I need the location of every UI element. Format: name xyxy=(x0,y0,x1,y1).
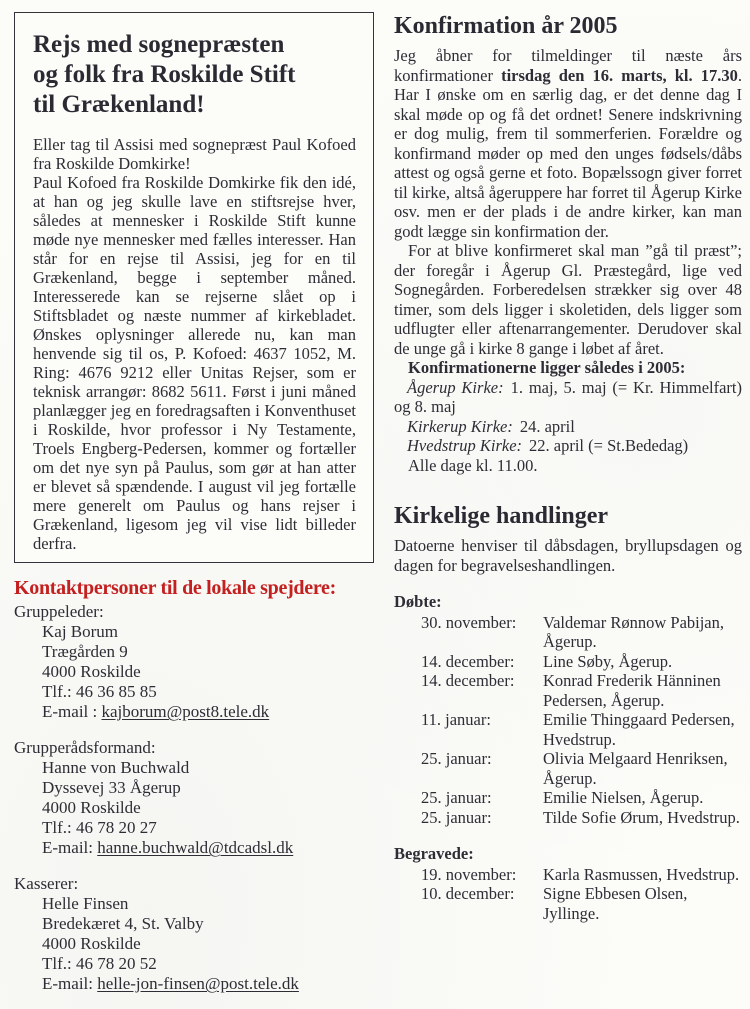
schedule-list xyxy=(394,378,742,456)
burial-name: Karla Rasmussen, Hvedstrup. xyxy=(543,864,740,884)
email-link[interactable]: hanne.buchwald@tdcadsl.dk xyxy=(97,838,294,857)
contact-email-line xyxy=(42,974,374,994)
burial-row xyxy=(421,865,742,885)
baptism-date: 30. november: xyxy=(421,612,517,632)
begravede-heading: Begravede: xyxy=(394,844,474,863)
burial-name: Signe Ebbesen Olsen, Jyllinge. xyxy=(543,884,688,923)
konfirmation-p1-after: . Har I ønske om en særlig dag, er det denne dag I skal møde op og få det ordnet! Senere indskrivning er dog mulig, frem til sommerferien. Forældre og konfirmand møder op med den unges fødsels/dåbs attest og også gerne et foto. Bopælssogn giver forret til kirke, altså ågeruppere har forret til Ågerup Kirke osv. men er der plads i de andre kirker, kan man godt lægge sin konfirmation der. xyxy=(394,65,743,241)
kirkelige-handlinger-section xyxy=(394,502,742,923)
contact-role: Kasserer: xyxy=(14,874,79,893)
baptism-row xyxy=(421,671,742,710)
contact-city: 4000 Roskilde xyxy=(42,798,141,817)
contact-role: Gruppeleder: xyxy=(14,602,104,621)
travel-article-title-line: til Grækenland! xyxy=(33,91,205,118)
handlinger-intro: Datoerne henviser til dåbsdagen, bryllupsdagen og dagen for begravelseshandlingen. xyxy=(394,536,742,575)
baptism-name: Valdemar Rønnow Pabijan, Ågerup. xyxy=(543,612,725,651)
burial-date: 19. november: xyxy=(421,864,517,884)
baptism-row xyxy=(421,788,742,808)
baptism-name: Olivia Melgaard Henriksen, Ågerup. xyxy=(543,749,728,788)
baptism-name: Emilie Nielsen, Ågerup. xyxy=(543,788,704,807)
travel-article-title xyxy=(33,30,356,120)
burial-row xyxy=(421,884,742,923)
baptism-row xyxy=(421,652,742,672)
church-dates: 22. april (= St.Bededag) xyxy=(529,436,689,455)
baptism-date: 11. januar: xyxy=(421,710,491,729)
church-name: Hvedstrup Kirke: xyxy=(407,436,523,455)
konfirmation-title: Konfirmation år 2005 xyxy=(394,13,618,39)
konfirmation-p1-before: Jeg åbner for tilmeldinger til næste års konfirmationer xyxy=(394,46,742,85)
church-name: Ågerup Kirke: xyxy=(407,377,504,397)
contacts-heading: Kontaktpersoner til de lokale spejdere: xyxy=(14,577,336,599)
travel-article-intro: Eller tag til Assisi med sognepræst Paul Kofoed fra Roskilde Domkirke! xyxy=(33,135,356,173)
church-dates: 24. april xyxy=(519,416,575,436)
email-link[interactable]: helle-jon-finsen@post.tele.dk xyxy=(97,974,299,993)
handlinger-title: Kirkelige handlinger xyxy=(394,503,609,529)
travel-article-title-line: Rejs med sognepræsten xyxy=(33,31,285,58)
konfirmation-paragraph-1 xyxy=(394,46,742,241)
contact-name: Hanne von Buchwald xyxy=(42,758,190,777)
baptism-row xyxy=(421,808,742,828)
contact-name: Kaj Borum xyxy=(42,622,119,641)
contact-block-grupperaadsformand xyxy=(14,738,374,858)
schedule-note: Alle dage kl. 11.00. xyxy=(408,455,538,475)
contact-block-kasserer xyxy=(14,874,374,994)
konfirmation-paragraph-2: For at blive konfirmeret skal man ”gå til præst”; der foregår i Ågerup Gl. Præstegård, lige ved Sognegården. Forberedelsen strækker sig over 48 timer, som dels ligger i skoletiden, dels ligger som udflugter eller aftenarrangementer. Derudover skal de unge gå i kirke 8 gange i løbet af året. xyxy=(394,241,742,358)
baptism-row xyxy=(421,613,742,652)
email-link[interactable]: kajborum@post8.tele.dk xyxy=(101,702,270,721)
baptism-date: 14. december: xyxy=(421,671,515,690)
travel-article-body: Paul Kofoed fra Roskilde Domkirke fik den idé, at han og jeg skulle lave en stiftsrejse hver, således at mennesker i Roskilde Stift kunne møde nye mennesker med fælles interesser. Han står for en rejse til Assisi, jeg for en til Grækenland, begge i september måned. Interesserede kan se rejserne slået op i Stiftsbladet og næste nummer af kirkebladet. Ønskes oplysninger allerede nu, kan man henvende sig til os, P. Kofoed: 4637 1052, M. Ring: 4676 9212 eller Unitas Rejser, som er teknisk arrangør: 8682 5611. Først i juni måned planlægger jeg en foredragsaften i Konventhuset i Roskilde, hvor professor i Ny Testamente, Troels Engberg-Pedersen, kommer og fortæller om det nye syn på Paulus, som gør at han atter er blevet så spændende. I august vil jeg fortælle mere generelt om Paulus og hans rejser i Grækenland, ligesom jeg vil vise lidt billeder derfra. xyxy=(33,173,356,553)
email-label: E-mail: xyxy=(42,974,98,993)
right-column xyxy=(394,12,742,1009)
contact-phone: Tlf.: 46 36 85 85 xyxy=(42,682,157,701)
contact-city: 4000 Roskilde xyxy=(42,934,141,953)
contact-name: Helle Finsen xyxy=(42,894,129,913)
contact-email-line xyxy=(42,702,374,722)
baptism-date: 25. januar: xyxy=(421,807,492,827)
travel-article-title-line: og folk fra Roskilde Stift xyxy=(33,61,296,88)
church-name: Kirkerup Kirke: xyxy=(407,416,513,436)
baptism-date: 25. januar: xyxy=(421,788,492,807)
email-label: E-mail: xyxy=(42,838,98,857)
church-dates: 1. maj, 5. maj (= Kr. Himmelfart) og 8. maj xyxy=(394,377,742,416)
contact-phone: Tlf.: 46 78 20 27 xyxy=(42,818,157,837)
dobte-list xyxy=(394,613,742,828)
baptism-name: Konrad Frederik Hänninen Pedersen, Ågerup. xyxy=(543,671,721,710)
travel-article-box xyxy=(14,12,374,563)
contact-email-line xyxy=(42,838,374,858)
konfirmation-signup-date: tirsdag den 16. marts, kl. 17.30 xyxy=(501,65,738,85)
begravede-list xyxy=(394,865,742,924)
schedule-heading: Konfirmationerne ligger således i 2005: xyxy=(408,358,686,377)
baptism-row xyxy=(421,710,742,749)
email-label: E-mail : xyxy=(42,702,102,721)
baptism-name: Emilie Thinggaard Pedersen, Hvedstrup. xyxy=(543,710,735,749)
schedule-line xyxy=(394,417,742,437)
baptism-date: 25. januar: xyxy=(421,749,492,768)
schedule-line xyxy=(394,436,742,456)
contact-role: Grupperådsformand: xyxy=(14,738,156,757)
baptism-row xyxy=(421,749,742,788)
burial-date: 10. december: xyxy=(421,884,515,903)
contact-phone: Tlf.: 46 78 20 52 xyxy=(42,954,157,973)
baptism-name: Line Søby, Ågerup. xyxy=(543,651,673,671)
schedule-line xyxy=(394,378,742,417)
contact-block-gruppeleder xyxy=(14,602,374,722)
dobte-heading: Døbte: xyxy=(394,592,442,611)
baptism-name: Tilde Sofie Ørum, Hvedstrup. xyxy=(543,807,740,827)
baptism-date: 14. december: xyxy=(421,651,515,671)
left-column xyxy=(14,12,374,1009)
konfirmation-section xyxy=(394,12,742,475)
contact-address: Bredekæret 4, St. Valby xyxy=(42,914,204,933)
contact-address: Trægården 9 xyxy=(42,642,128,661)
contact-address: Dyssevej 33 Ågerup xyxy=(42,778,181,797)
contact-city: 4000 Roskilde xyxy=(42,662,141,681)
